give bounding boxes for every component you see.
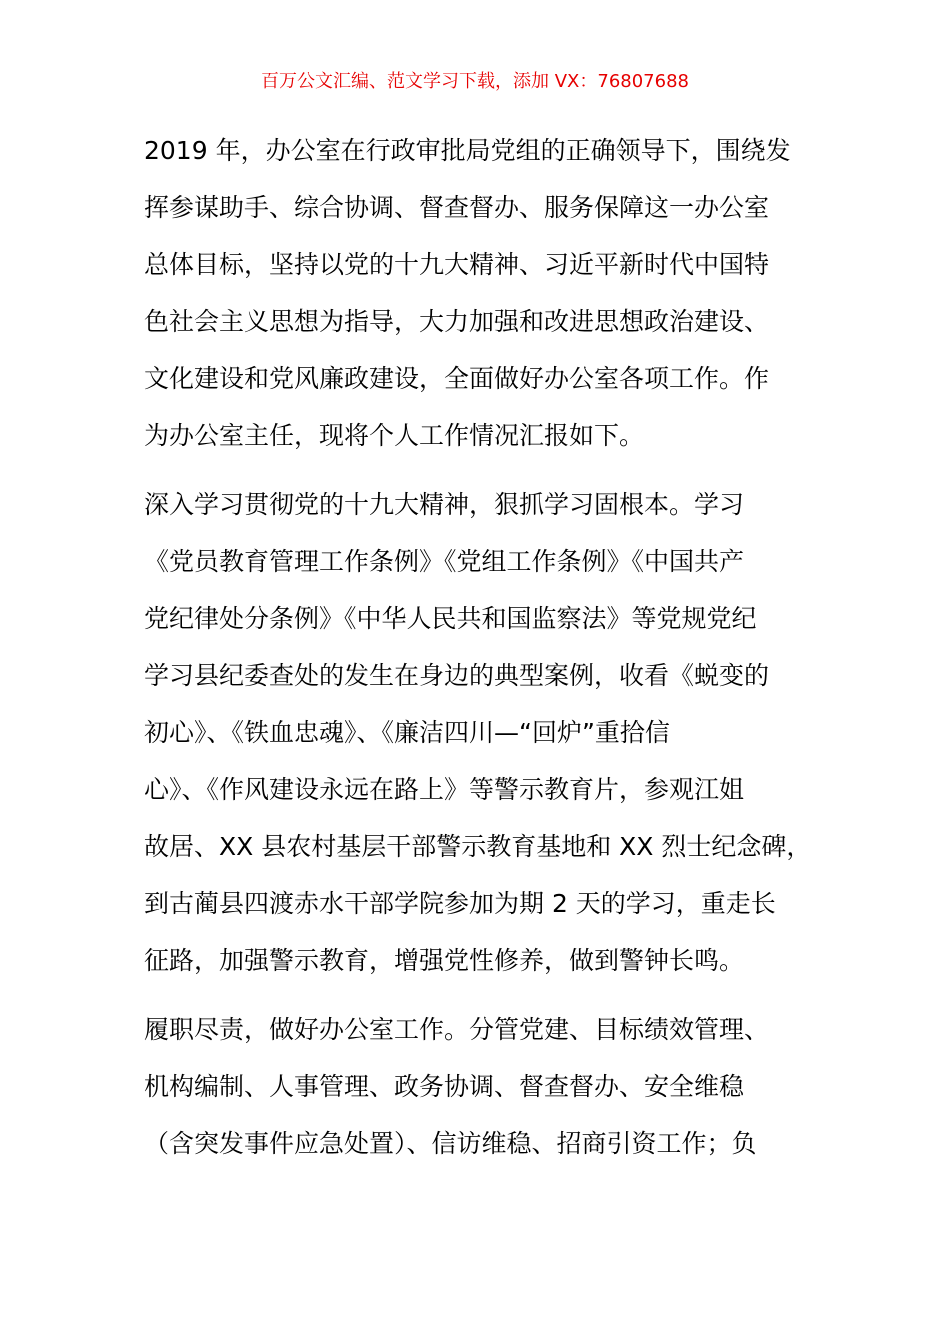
text-line: 机构编制、人事管理、政务协调、督查督办、安全维稳 [144, 1072, 745, 1101]
header-watermark-text: 百万公文汇编、范文学习下载，添加 VX：76807688 [261, 71, 689, 92]
paragraph-study [144, 476, 844, 989]
document-body [144, 122, 844, 1184]
text-line: 文化建设和党风廉政建设，全面做好办公室各项工作。作 [144, 364, 770, 393]
text-line: 《党员教育管理工作条例》《党组工作条例》《中国共产 [144, 547, 745, 576]
text-line: 到古蔺县四渡赤水干部学院参加为期 2 天的学习，重走长 [144, 889, 776, 918]
text-line: 挥参谋助手、综合协调、督查督办、服务保障这一办公室 [144, 193, 770, 222]
text-line: 色社会主义思想为指导，大力加强和改进思想政治建设、 [144, 307, 770, 336]
text-line: （含突发事件应急处置）、信访维稳、招商引资工作；负 [144, 1129, 757, 1158]
text-line: 征路，加强警示教育，增强党性修养，做到警钟长鸣。 [144, 946, 745, 975]
text-line: 学习县纪委查处的发生在身边的典型案例，收看《蜕变的 [144, 661, 770, 690]
paragraph-intro [144, 122, 844, 464]
text-line: 故居、XX 县农村基层干部警示教育基地和 XX 烈士纪念碑， [144, 832, 812, 861]
paragraph-duties [144, 1001, 844, 1172]
text-line: 深入学习贯彻党的十九大精神，狠抓学习固根本。学习 [144, 490, 745, 519]
text-line: 心》、《作风建设永远在路上》等警示教育片，参观江姐 [144, 775, 745, 804]
text-line: 党纪律处分条例》《中华人民共和国监察法》等党规党纪 [144, 604, 757, 633]
text-line: 2019 年，办公室在行政审批局党组的正确领导下，围绕发 [144, 136, 791, 165]
text-line: 总体目标，坚持以党的十九大精神、习近平新时代中国特 [144, 250, 770, 279]
text-line: 履职尽责，做好办公室工作。分管党建、目标绩效管理、 [144, 1015, 770, 1044]
text-line: 初心》、《铁血忠魂》、《廉洁四川—“回炉”重拾信 [144, 718, 670, 747]
text-line: 为办公室主任，现将个人工作情况汇报如下。 [144, 421, 645, 450]
